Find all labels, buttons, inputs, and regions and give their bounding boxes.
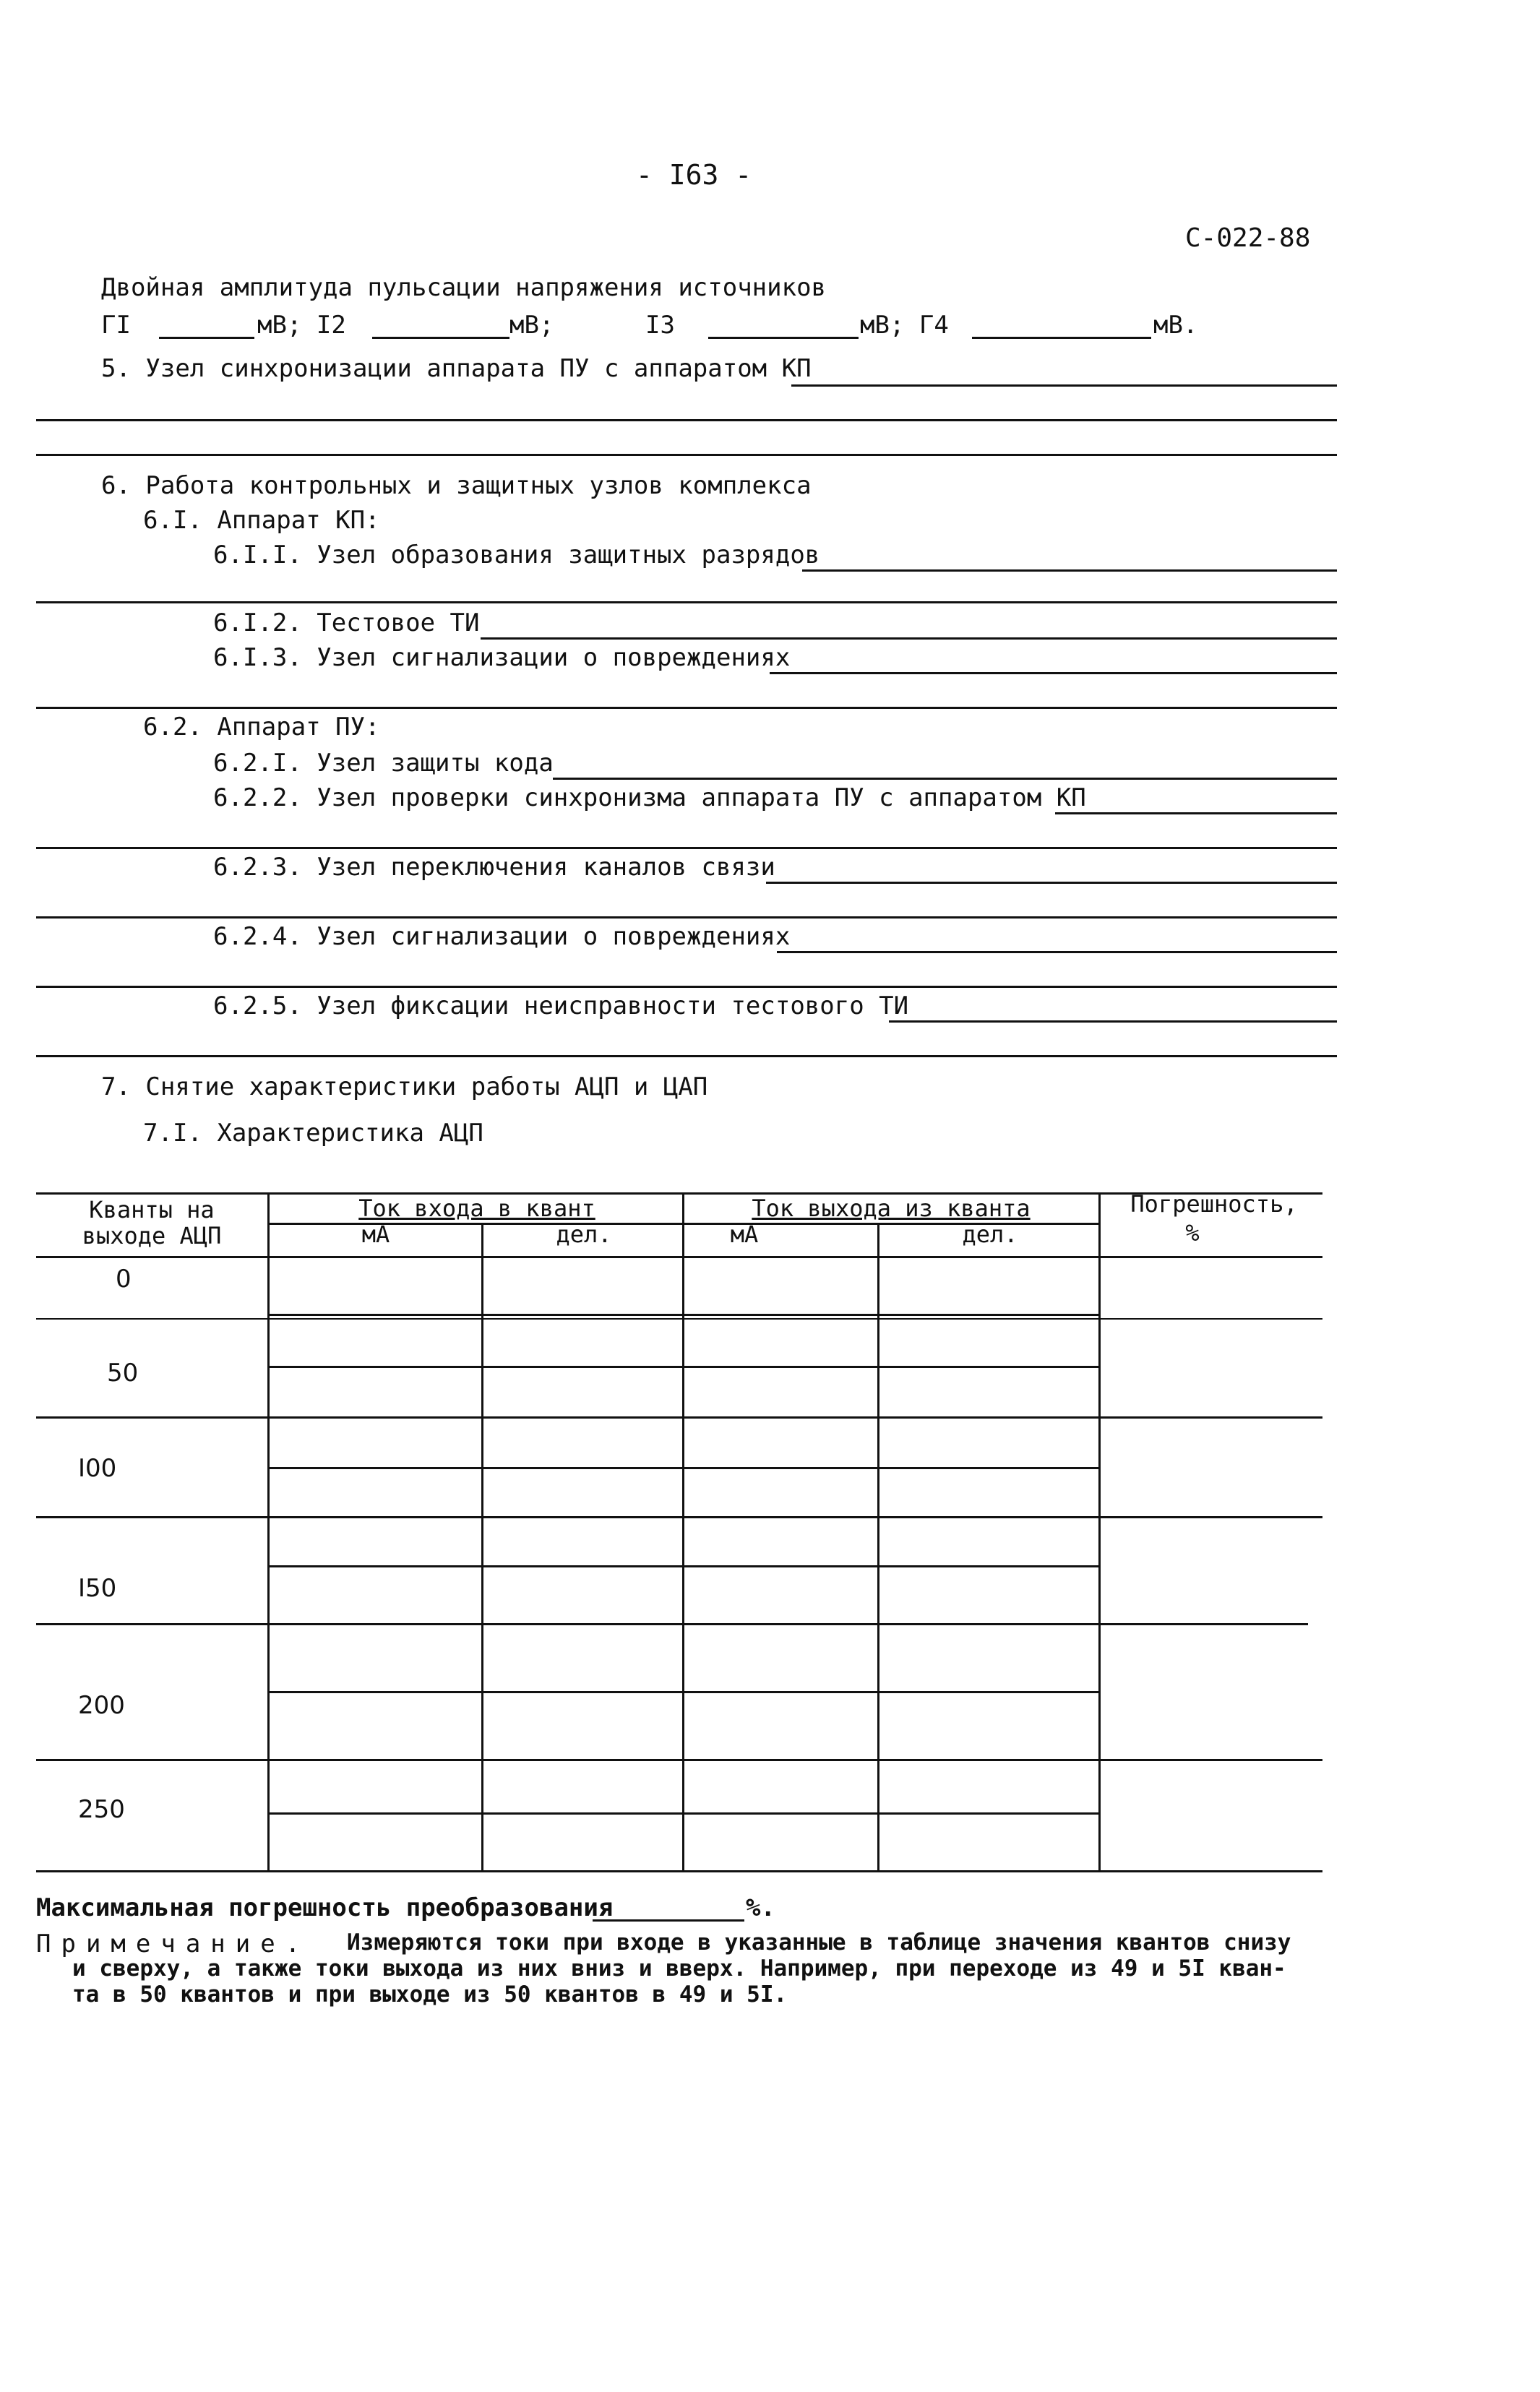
answer-line[interactable]	[36, 707, 1337, 709]
ripple-g3-field[interactable]	[708, 337, 859, 339]
section-6-2-2-field[interactable]	[1055, 812, 1337, 814]
row-label: 0	[116, 1265, 132, 1294]
section-6-2-1: 6.2.I. Узел защиты кода	[213, 749, 554, 778]
ripple-g1-field[interactable]	[159, 337, 254, 339]
section-6: 6. Работа контрольных и защитных узлов комплекса	[101, 471, 812, 500]
header-current-in: Ток входа в квант	[358, 1195, 595, 1222]
section-6-1-3: 6.I.3. Узел сигнализации о повреждениях	[213, 643, 791, 672]
row-split-line	[267, 1366, 1098, 1368]
answer-line[interactable]	[36, 916, 1337, 918]
header-ma-in: мА	[361, 1221, 390, 1248]
ripple-title: Двойная амплитуда пульсации напряжения источников	[101, 273, 827, 302]
section-6-2-3-field[interactable]	[766, 882, 1337, 884]
section-6-2-2: 6.2.2. Узел проверки синхронизма аппарата ПУ с аппаратом КП	[213, 783, 1086, 812]
table-col-line	[267, 1192, 270, 1870]
document-code: С-022-88	[1185, 223, 1311, 253]
max-error-unit: %.	[746, 1893, 775, 1922]
section-6-1: 6.I. Аппарат КП:	[143, 506, 380, 535]
ripple-g3-label: I3	[645, 311, 675, 340]
answer-line[interactable]	[36, 1055, 1337, 1057]
table-col-line	[1098, 1192, 1101, 1870]
table-col-line	[481, 1223, 483, 1870]
answer-line[interactable]	[36, 454, 1337, 456]
row-split-line	[267, 1565, 1098, 1567]
row-separator	[36, 1759, 1322, 1761]
ripple-g2-field[interactable]	[372, 337, 509, 339]
header-del-in: дел.	[556, 1221, 612, 1248]
max-error-label: Максимальная погрешность преобразования	[36, 1893, 614, 1922]
row-label: 50	[107, 1359, 139, 1388]
note-line-2: и сверху, а также токи выхода из них вниз и вверх. Например, при переходе из 49 и 5I кван-	[72, 1956, 1286, 1982]
header-error-1: Погрешность,	[1130, 1190, 1298, 1218]
note-line-1: Измеряются токи при входе в указанные в таблице значения квантов снизу	[347, 1929, 1291, 1956]
table-header-bottom	[36, 1256, 1322, 1258]
header-quanta-1: Кванты на	[89, 1196, 215, 1223]
section-6-1-3-field[interactable]	[770, 672, 1337, 674]
header-del-out: дел.	[962, 1221, 1018, 1248]
ripple-g2-label: мВ; I2	[257, 311, 346, 340]
answer-line[interactable]	[36, 847, 1337, 849]
ripple-g4-label: мВ; Г4	[860, 311, 949, 340]
row-separator	[36, 1623, 1308, 1625]
row-split-line	[267, 1314, 1098, 1316]
header-quanta-2: выходе АЦП	[82, 1222, 222, 1249]
row-split-line	[267, 1467, 1098, 1469]
row-split-line	[267, 1812, 1098, 1815]
table-col-line	[682, 1192, 684, 1870]
answer-line[interactable]	[36, 601, 1337, 603]
row-label: 200	[78, 1691, 125, 1720]
ripple-unit4: мВ.	[1153, 311, 1198, 340]
page-number: - I63 -	[636, 159, 752, 191]
max-error-field[interactable]	[593, 1919, 744, 1922]
section-6-2-5: 6.2.5. Узел фиксации неисправности тестового ТИ	[213, 991, 909, 1020]
section-6-2-4: 6.2.4. Узел сигнализации о повреждениях	[213, 922, 791, 951]
header-current-out: Ток выхода из кванта	[752, 1195, 1031, 1222]
ripple-g1-label: ГI	[101, 311, 131, 340]
section-6-1-1-field[interactable]	[802, 569, 1337, 572]
row-separator	[36, 1416, 1322, 1419]
note-label: Примечание.	[36, 1929, 311, 1958]
section-6-2-4-field[interactable]	[777, 951, 1337, 953]
section-5: 5. Узел синхронизации аппарата ПУ с аппаратом КП	[101, 354, 812, 383]
row-label: I50	[78, 1574, 117, 1603]
table-bottom-border	[36, 1870, 1322, 1872]
note-line-3: та в 50 квантов и при выходе из 50 квантов в 49 и 5I.	[72, 1982, 788, 2008]
table-col-line	[877, 1223, 879, 1870]
section-6-1-2-field[interactable]	[481, 637, 1337, 640]
row-label: I00	[78, 1454, 117, 1483]
answer-line[interactable]	[36, 986, 1337, 988]
section-6-2-3: 6.2.3. Узел переключения каналов связи	[213, 853, 775, 882]
header-error-2: %	[1185, 1219, 1200, 1247]
ripple-unit2: мВ;	[509, 311, 554, 340]
ripple-g4-field[interactable]	[972, 337, 1151, 339]
section-6-2-1-field[interactable]	[553, 778, 1337, 780]
row-label: 250	[78, 1795, 125, 1824]
header-ma-out: мА	[730, 1221, 759, 1248]
section-7-1: 7.I. Характеристика АЦП	[143, 1119, 483, 1148]
row-split-line	[267, 1691, 1098, 1693]
row-separator	[36, 1318, 1322, 1320]
section-7: 7. Снятие характеристики работы АЦП и ЦАП	[101, 1072, 708, 1101]
section-6-1-1: 6.I.I. Узел образования защитных разрядов	[213, 541, 820, 569]
section-6-2: 6.2. Аппарат ПУ:	[143, 713, 380, 741]
section-6-2-5-field[interactable]	[889, 1020, 1337, 1023]
section-6-1-2: 6.I.2. Тестовое ТИ	[213, 608, 480, 637]
answer-line[interactable]	[36, 419, 1337, 421]
section-5-field[interactable]	[791, 384, 1337, 387]
row-separator	[36, 1516, 1322, 1518]
